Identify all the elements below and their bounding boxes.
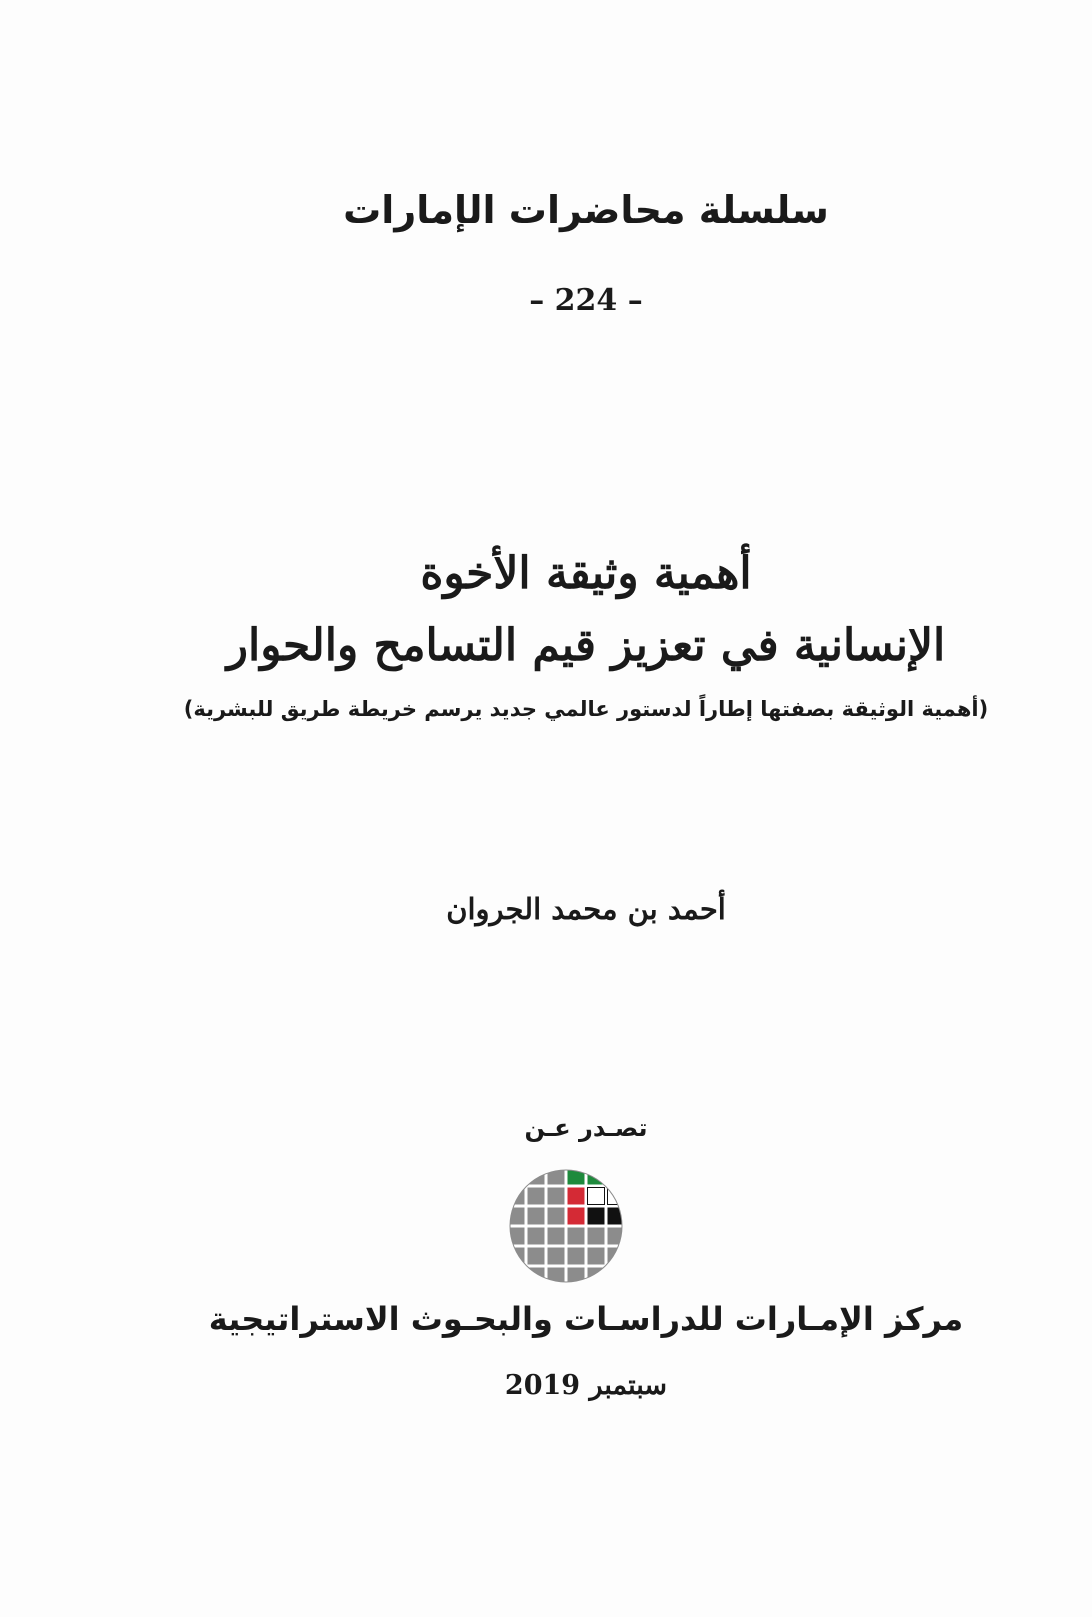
book-title-line-2: الإنسانية في تعزيز قيم التسامح والحوار (226, 620, 946, 671)
logo-grid-cell (548, 1228, 565, 1245)
logo-grid-cell (508, 1188, 525, 1205)
logo-grid-cell (508, 1248, 525, 1265)
logo-grid-cell (508, 1268, 525, 1285)
logo-grid-cell (528, 1268, 545, 1285)
logo-grid-cell (548, 1248, 565, 1265)
logo-grid-cell (568, 1188, 585, 1205)
logo-grid-cell (588, 1168, 605, 1185)
series-number: – 224 – (529, 283, 643, 318)
logo-grid-cell (548, 1188, 565, 1205)
logo-grid-cell (608, 1248, 625, 1265)
logo-grid-cell (528, 1208, 545, 1225)
logo-grid-cell (608, 1188, 625, 1205)
logo-grid-cell (528, 1228, 545, 1245)
logo-grid-cell (588, 1208, 605, 1225)
publisher-name: مركز الإمـارات للدراسـات والبحـوث الاستراتيجية (208, 1300, 964, 1338)
logo-grid-cell (528, 1168, 545, 1185)
logo-grid-cell (568, 1248, 585, 1265)
logo-grid-cell (588, 1188, 605, 1205)
logo-grid-cell (588, 1268, 605, 1285)
logo-grid-cell (508, 1168, 525, 1185)
series-title: سلسلة محاضرات الإمارات (343, 188, 829, 232)
logo-grid-cell (588, 1248, 605, 1265)
published-by-label: تصـدر عـن (524, 1114, 648, 1142)
logo-grid-cell (608, 1168, 625, 1185)
logo-grid-cell (528, 1248, 545, 1265)
logo-grid-cell (608, 1268, 625, 1285)
book-title-line-1: أهمية وثيقة الأخوة (420, 548, 752, 599)
logo-grid-cell (548, 1208, 565, 1225)
logo-grid-cell (588, 1228, 605, 1245)
logo-grid-cell (568, 1228, 585, 1245)
publication-date: سبتمبر 2019 (504, 1370, 668, 1401)
logo-grid-cell (568, 1208, 585, 1225)
logo-grid-cell (528, 1188, 545, 1205)
globe-grid-logo-icon (506, 1166, 626, 1286)
book-subtitle: (أهمية الوثيقة بصفتها إطاراً لدستور عالمي جديد يرسم خريطة طريق للبشرية) (183, 697, 989, 721)
author-name: أحمد بن محمد الجروان (446, 892, 726, 926)
